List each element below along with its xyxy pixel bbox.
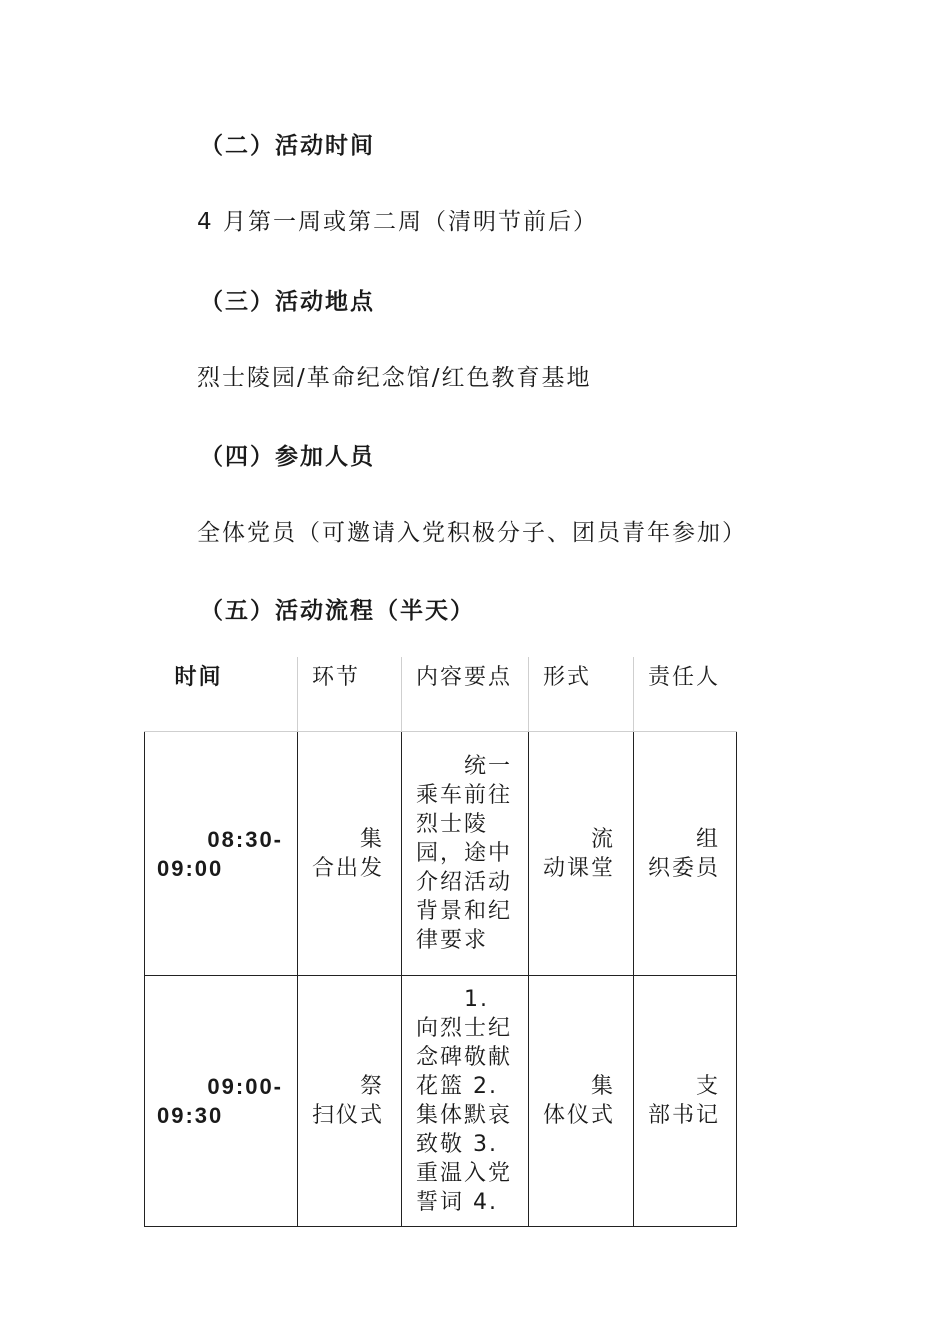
time-start: 08:30- xyxy=(207,826,283,852)
time-end: 09:30 xyxy=(157,1103,224,1128)
stage-cell xyxy=(298,732,402,976)
activity-time-text: 4 月第一周或第二周（清明节前后） xyxy=(197,209,598,235)
content-cell xyxy=(402,732,529,976)
table-row xyxy=(145,732,737,976)
activity-people-text: 全体党员（可邀请入党积极分子、团员青年参加） xyxy=(197,520,747,546)
section-heading-people: （四）参加人员 xyxy=(200,444,375,470)
stage-text: 集合出发 xyxy=(312,826,385,881)
header-owner: 责任人 xyxy=(634,657,737,732)
content-cell xyxy=(402,976,529,1227)
header-time: 时间 xyxy=(145,657,298,732)
header-content: 内容要点 xyxy=(402,657,529,732)
table-row xyxy=(145,976,737,1227)
table-header-row xyxy=(145,657,737,732)
time-cell xyxy=(145,732,298,976)
stage-text: 祭扫仪式 xyxy=(312,1074,385,1128)
stage-cell xyxy=(298,976,402,1227)
owner-text: 支部书记 xyxy=(648,1074,721,1128)
header-stage: 环节 xyxy=(298,657,402,732)
time-start: 09:00- xyxy=(207,1074,283,1099)
time-end: 09:00 xyxy=(157,855,224,881)
time-cell xyxy=(145,976,298,1227)
form-cell xyxy=(529,976,634,1227)
section-heading-flow: （五）活动流程（半天） xyxy=(200,598,475,624)
activity-flow-table xyxy=(144,657,737,1227)
content-text: 1. 向烈士纪念碑敬献花篮 2. 集体默哀致敬 3. 重温入党誓词 4. xyxy=(416,987,513,1215)
owner-cell xyxy=(634,732,737,976)
section-heading-place: （三）活动地点 xyxy=(200,289,375,315)
owner-text: 组织委员 xyxy=(648,826,721,881)
form-text: 集体仪式 xyxy=(543,1074,616,1128)
form-text: 流动课堂 xyxy=(543,826,616,881)
activity-place-text: 烈士陵园/革命纪念馆/红色教育基地 xyxy=(197,365,592,391)
header-form: 形式 xyxy=(529,657,634,732)
owner-cell xyxy=(634,976,737,1227)
content-text: 统一乘车前往烈士陵园，途中介绍活动背景和纪律要求 xyxy=(416,754,513,953)
section-heading-time: （二）活动时间 xyxy=(200,133,375,159)
form-cell xyxy=(529,732,634,976)
